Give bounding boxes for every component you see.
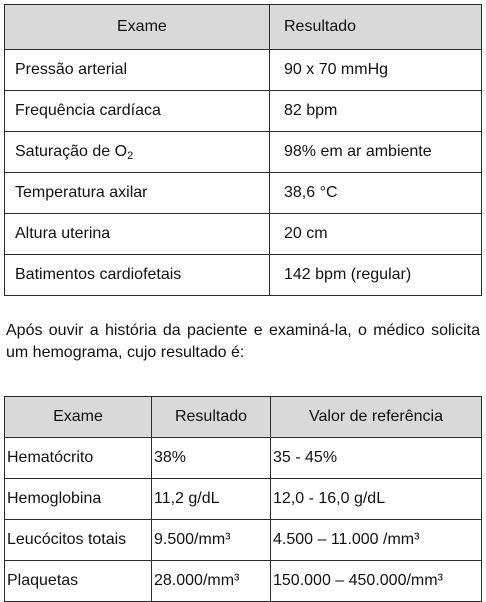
exam-cell: Plaquetas xyxy=(5,561,152,602)
column-header-exam: Exame xyxy=(5,397,152,438)
reference-cell: 35 - 45% xyxy=(271,438,482,479)
exam-cell: Altura uterina xyxy=(5,214,270,255)
subscript-text: 2 xyxy=(127,149,134,162)
column-header-exam: Exame xyxy=(5,5,270,50)
table-row xyxy=(5,438,482,479)
result-cell: 142 bpm (regular) xyxy=(270,255,482,296)
result-cell: 28.000/mm³ xyxy=(152,561,271,602)
column-header-result: Resultado xyxy=(270,5,482,50)
table-row xyxy=(5,479,482,520)
table-row xyxy=(5,50,482,91)
exam-cell: Hemoglobina xyxy=(5,479,152,520)
table-header-row xyxy=(5,397,482,438)
column-header-result: Resultado xyxy=(152,397,271,438)
result-cell: 11,2 g/dL xyxy=(152,479,271,520)
table-header-row xyxy=(5,5,482,50)
reference-cell: 150.000 – 450.000/mm³ xyxy=(271,561,482,602)
reference-cell: 4.500 – 11.000 /mm³ xyxy=(271,520,482,561)
table-row xyxy=(5,214,482,255)
exam-text: Saturação de O xyxy=(15,142,128,160)
result-cell: 38% xyxy=(152,438,271,479)
exam-cell: Batimentos cardiofetais xyxy=(5,255,270,296)
exam-cell: Hematócrito xyxy=(5,438,152,479)
vital-signs-table xyxy=(4,4,482,296)
result-cell: 20 cm xyxy=(270,214,482,255)
result-cell: 82 bpm xyxy=(270,91,482,132)
result-cell: 98% em ar ambiente xyxy=(270,132,482,173)
table-row xyxy=(5,91,482,132)
result-cell: 90 x 70 mmHg xyxy=(270,50,482,91)
result-cell: 38,6 °C xyxy=(270,173,482,214)
table-row xyxy=(5,173,482,214)
table-row xyxy=(5,132,482,173)
narrative-paragraph: Após ouvir a história da paciente e examiná-la, o médico solicita um hemograma, cujo resultado é: xyxy=(6,322,480,361)
result-cell: 9.500/mm³ xyxy=(152,520,271,561)
exam-cell: Frequência cardíaca xyxy=(5,91,270,132)
table-row xyxy=(5,255,482,296)
exam-cell: Leucócitos totais xyxy=(5,520,152,561)
column-header-reference: Valor de referência xyxy=(271,397,482,438)
table-row xyxy=(5,561,482,602)
exam-cell: Pressão arterial xyxy=(5,50,270,91)
table-row xyxy=(5,520,482,561)
reference-cell: 12,0 - 16,0 g/dL xyxy=(271,479,482,520)
exam-cell: Temperatura axilar xyxy=(5,173,270,214)
exam-cell xyxy=(5,132,270,173)
blood-count-table xyxy=(4,396,482,602)
